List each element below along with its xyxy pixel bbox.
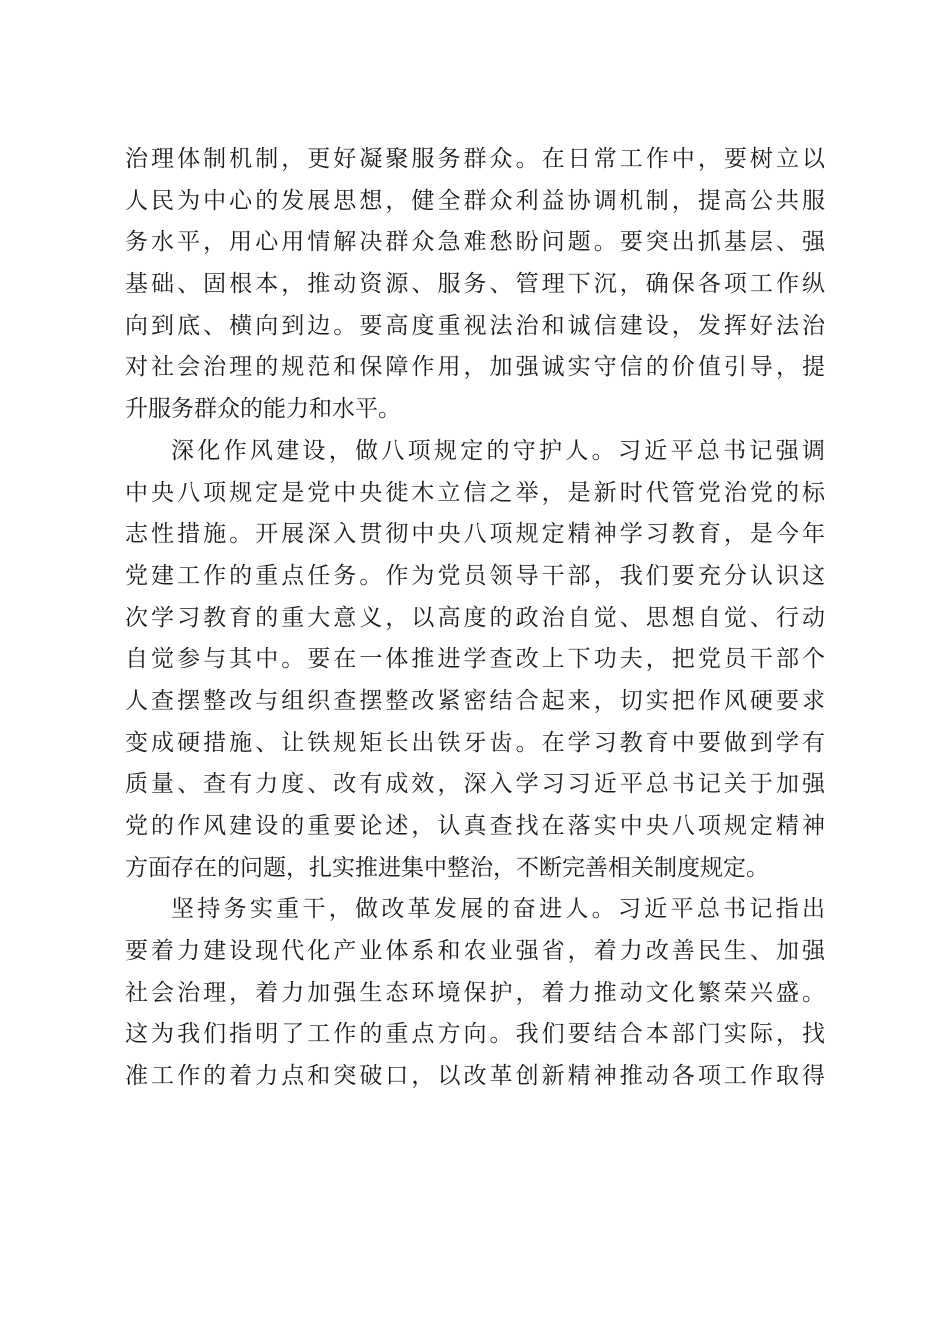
paragraph-line: 自觉参与其中。要在一体推进学查改上下功夫，把党员干部个	[125, 646, 825, 673]
paragraph-line: 准工作的着力点和突破口，以改革创新精神推动各项工作取得	[125, 1063, 825, 1090]
paragraph-line: 要着力建设现代化产业体系和农业强省，着力改善民生、加强	[125, 938, 825, 965]
document-body	[125, 139, 825, 1098]
paragraph-line: 志性措施。开展深入贯彻中央八项规定精神学习教育，是今年	[125, 521, 825, 548]
paragraph-line: 党建工作的重点任务。作为党员领导干部，我们要充分认识这	[125, 562, 825, 589]
paragraph-line: 这为我们指明了工作的重点方向。我们要结合本部门实际，找	[125, 1021, 825, 1048]
paragraph-line: 升服务群众的能力和水平。	[125, 396, 401, 423]
paragraph-line: 党的作风建设的重要论述，认真查找在落实中央八项规定精神	[125, 813, 825, 839]
paragraph-line: 坚持务实重干，做改革发展的奋进人。习近平总书记指出	[171, 896, 825, 923]
paragraph-line: 方面存在的问题，扎实推进集中整治，不断完善相关制度规定。	[125, 854, 769, 881]
paragraph-line: 中央八项规定是党中央徙木立信之举，是新时代管党治党的标	[125, 479, 825, 506]
paragraph-line: 对社会治理的规范和保障作用，加强诚实守信的价值引导，提	[125, 354, 825, 381]
paragraph-line: 基础、固根本，推动资源、服务、管理下沉，确保各项工作纵	[125, 271, 825, 298]
paragraph-line: 治理体制机制，更好凝聚服务群众。在日常工作中，要树立以	[125, 146, 825, 172]
paragraph-line: 人查摆整改与组织查摆整改紧密结合起来，切实把作风硬要求	[125, 687, 825, 714]
paragraph-1	[125, 139, 825, 431]
paragraph-line: 社会治理，着力加强生态环境保护，着力推动文化繁荣兴盛。	[125, 979, 825, 1006]
paragraph-line: 务水平，用心用情解决群众急难愁盼问题。要突出抓基层、强	[125, 229, 825, 256]
paragraph-line: 人民为中心的发展思想，健全群众利益协调机制，提高公共服	[125, 187, 825, 214]
paragraph-2	[125, 431, 825, 890]
paragraph-line: 向到底、横向到边。要高度重视法治和诚信建设，发挥好法治	[125, 312, 825, 339]
paragraph-line: 深化作风建设，做八项规定的守护人。习近平总书记强调	[171, 437, 825, 464]
paragraph-3	[125, 889, 825, 1097]
paragraph-line: 变成硬措施、让铁规矩长出铁牙齿。在学习教育中要做到学有	[125, 729, 825, 756]
paragraph-line: 次学习教育的重大意义，以高度的政治自觉、思想自觉、行动	[125, 604, 825, 631]
paragraph-line: 质量、查有力度、改有成效，深入学习习近平总书记关于加强	[125, 771, 825, 798]
